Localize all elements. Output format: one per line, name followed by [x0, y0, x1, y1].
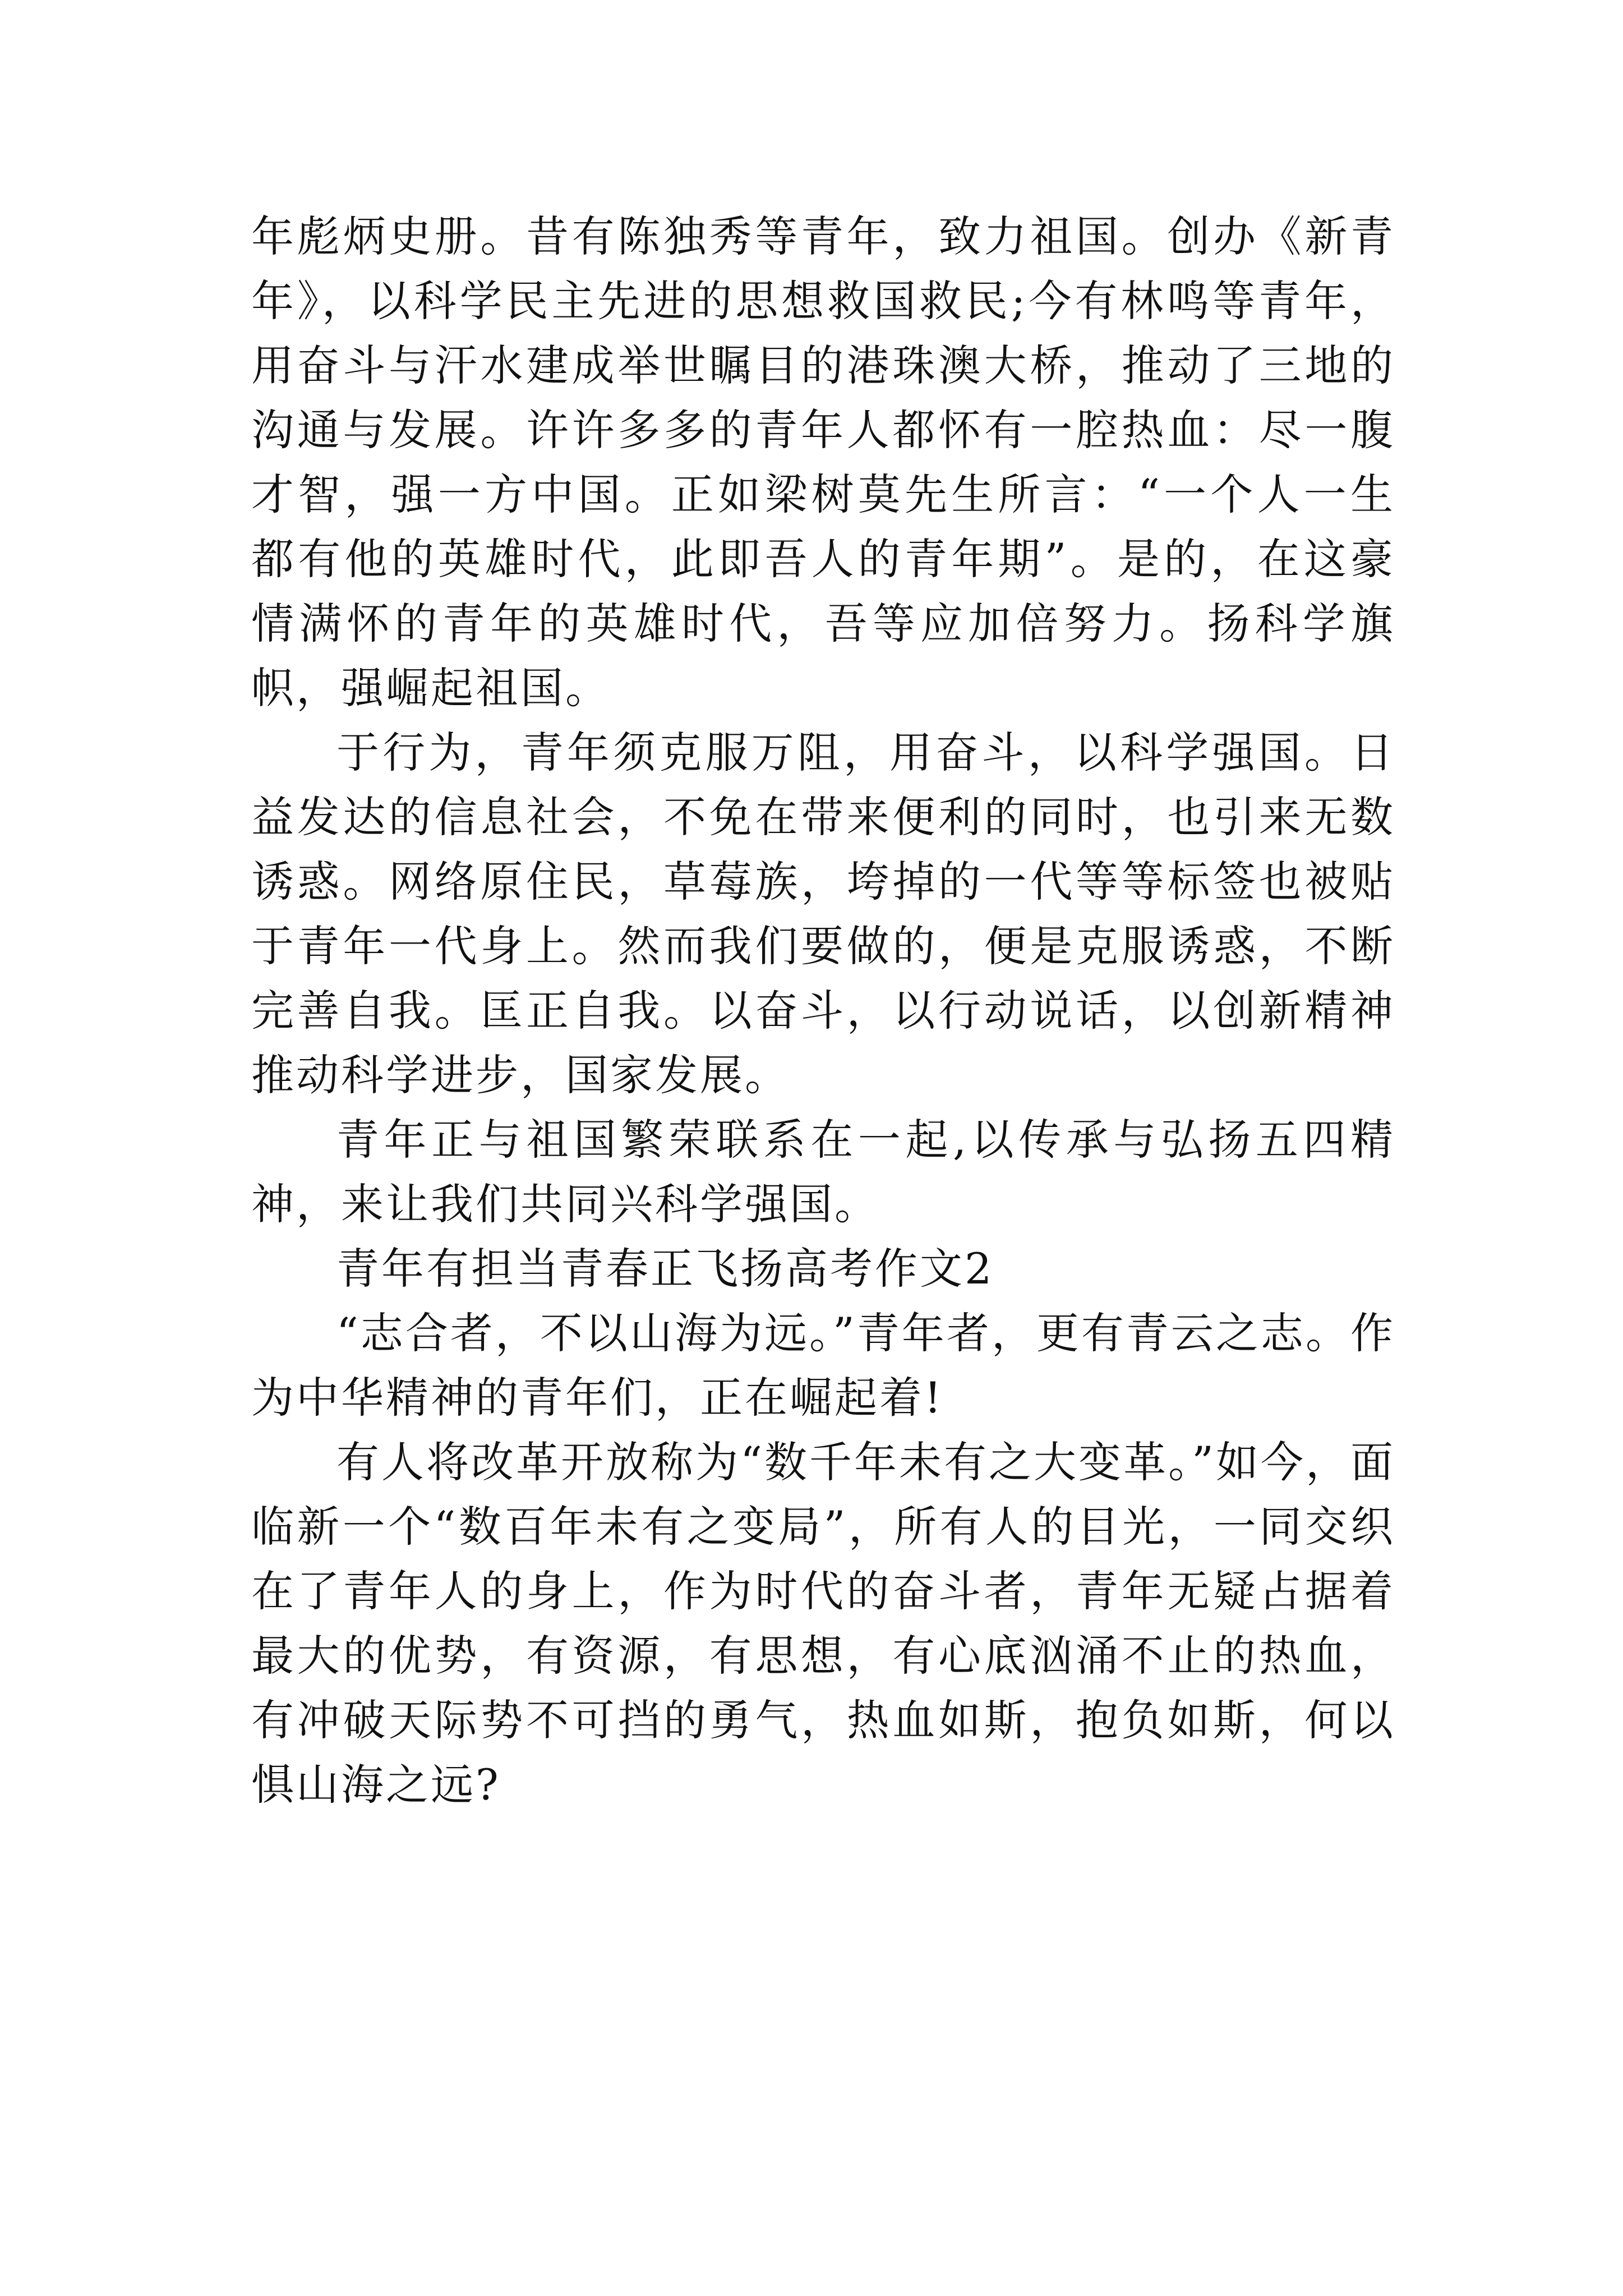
paragraph-3: 青年正与祖国繁荣联系在一起,以传承与弘扬五四精神，来让我们共同兴科学强国。: [251, 1115, 1395, 1229]
paragraph-4: “志合者，不以山海为远。”青年者，更有青云之志。作为中华精神的青年们，正在崛起着!: [251, 1308, 1395, 1423]
paragraph-1: 年彪炳史册。昔有陈独秀等青年，致力祖国。创办《新青年》，以科学民主先进的思想救国救民;今有林鸣等青年，用奋斗与汗水建成举世瞩目的港珠澳大桥，推动了三地的沟通与发展。许许多多的青年人都怀有一腔热血：尽一腹才智，强一方中国。正如梁树莫先生所言：“一个人一生都有他的英雄时代，此即吾人的青年期”。是的，在这豪情满怀的青年的英雄时代，吾等应加倍努力。扬科学旗帜，强崛起祖国。: [251, 211, 1395, 713]
paragraph-5: 有人将改革开放称为“数千年未有之大变革。”如今，面临新一个“数百年未有之变局”，所有人的目光，一同交织在了青年人的身上，作为时代的奋斗者，青年无疑占据着最大的优势，有资源，有思想，有心底汹涌不止的热血，有冲破天际势不可挡的勇气，热血如斯，抱负如斯，何以惧山海之远?: [251, 1437, 1395, 1810]
paragraph-2: 于行为，青年须克服万阻，用奋斗，以科学强国。日益发达的信息社会，不免在带来便利的同时，也引来无数诱惑。网络原住民，草莓族，垮掉的一代等等标签也被贴于青年一代身上。然而我们要做的，便是克服诱惑，不断完善自我。匡正自我。以奋斗，以行动说话，以创新精神推动科学进步，国家发展。: [251, 728, 1395, 1100]
document-body: [251, 204, 1395, 1817]
essay-heading: 青年有担当青春正飞扬高考作文2: [336, 1244, 994, 1294]
